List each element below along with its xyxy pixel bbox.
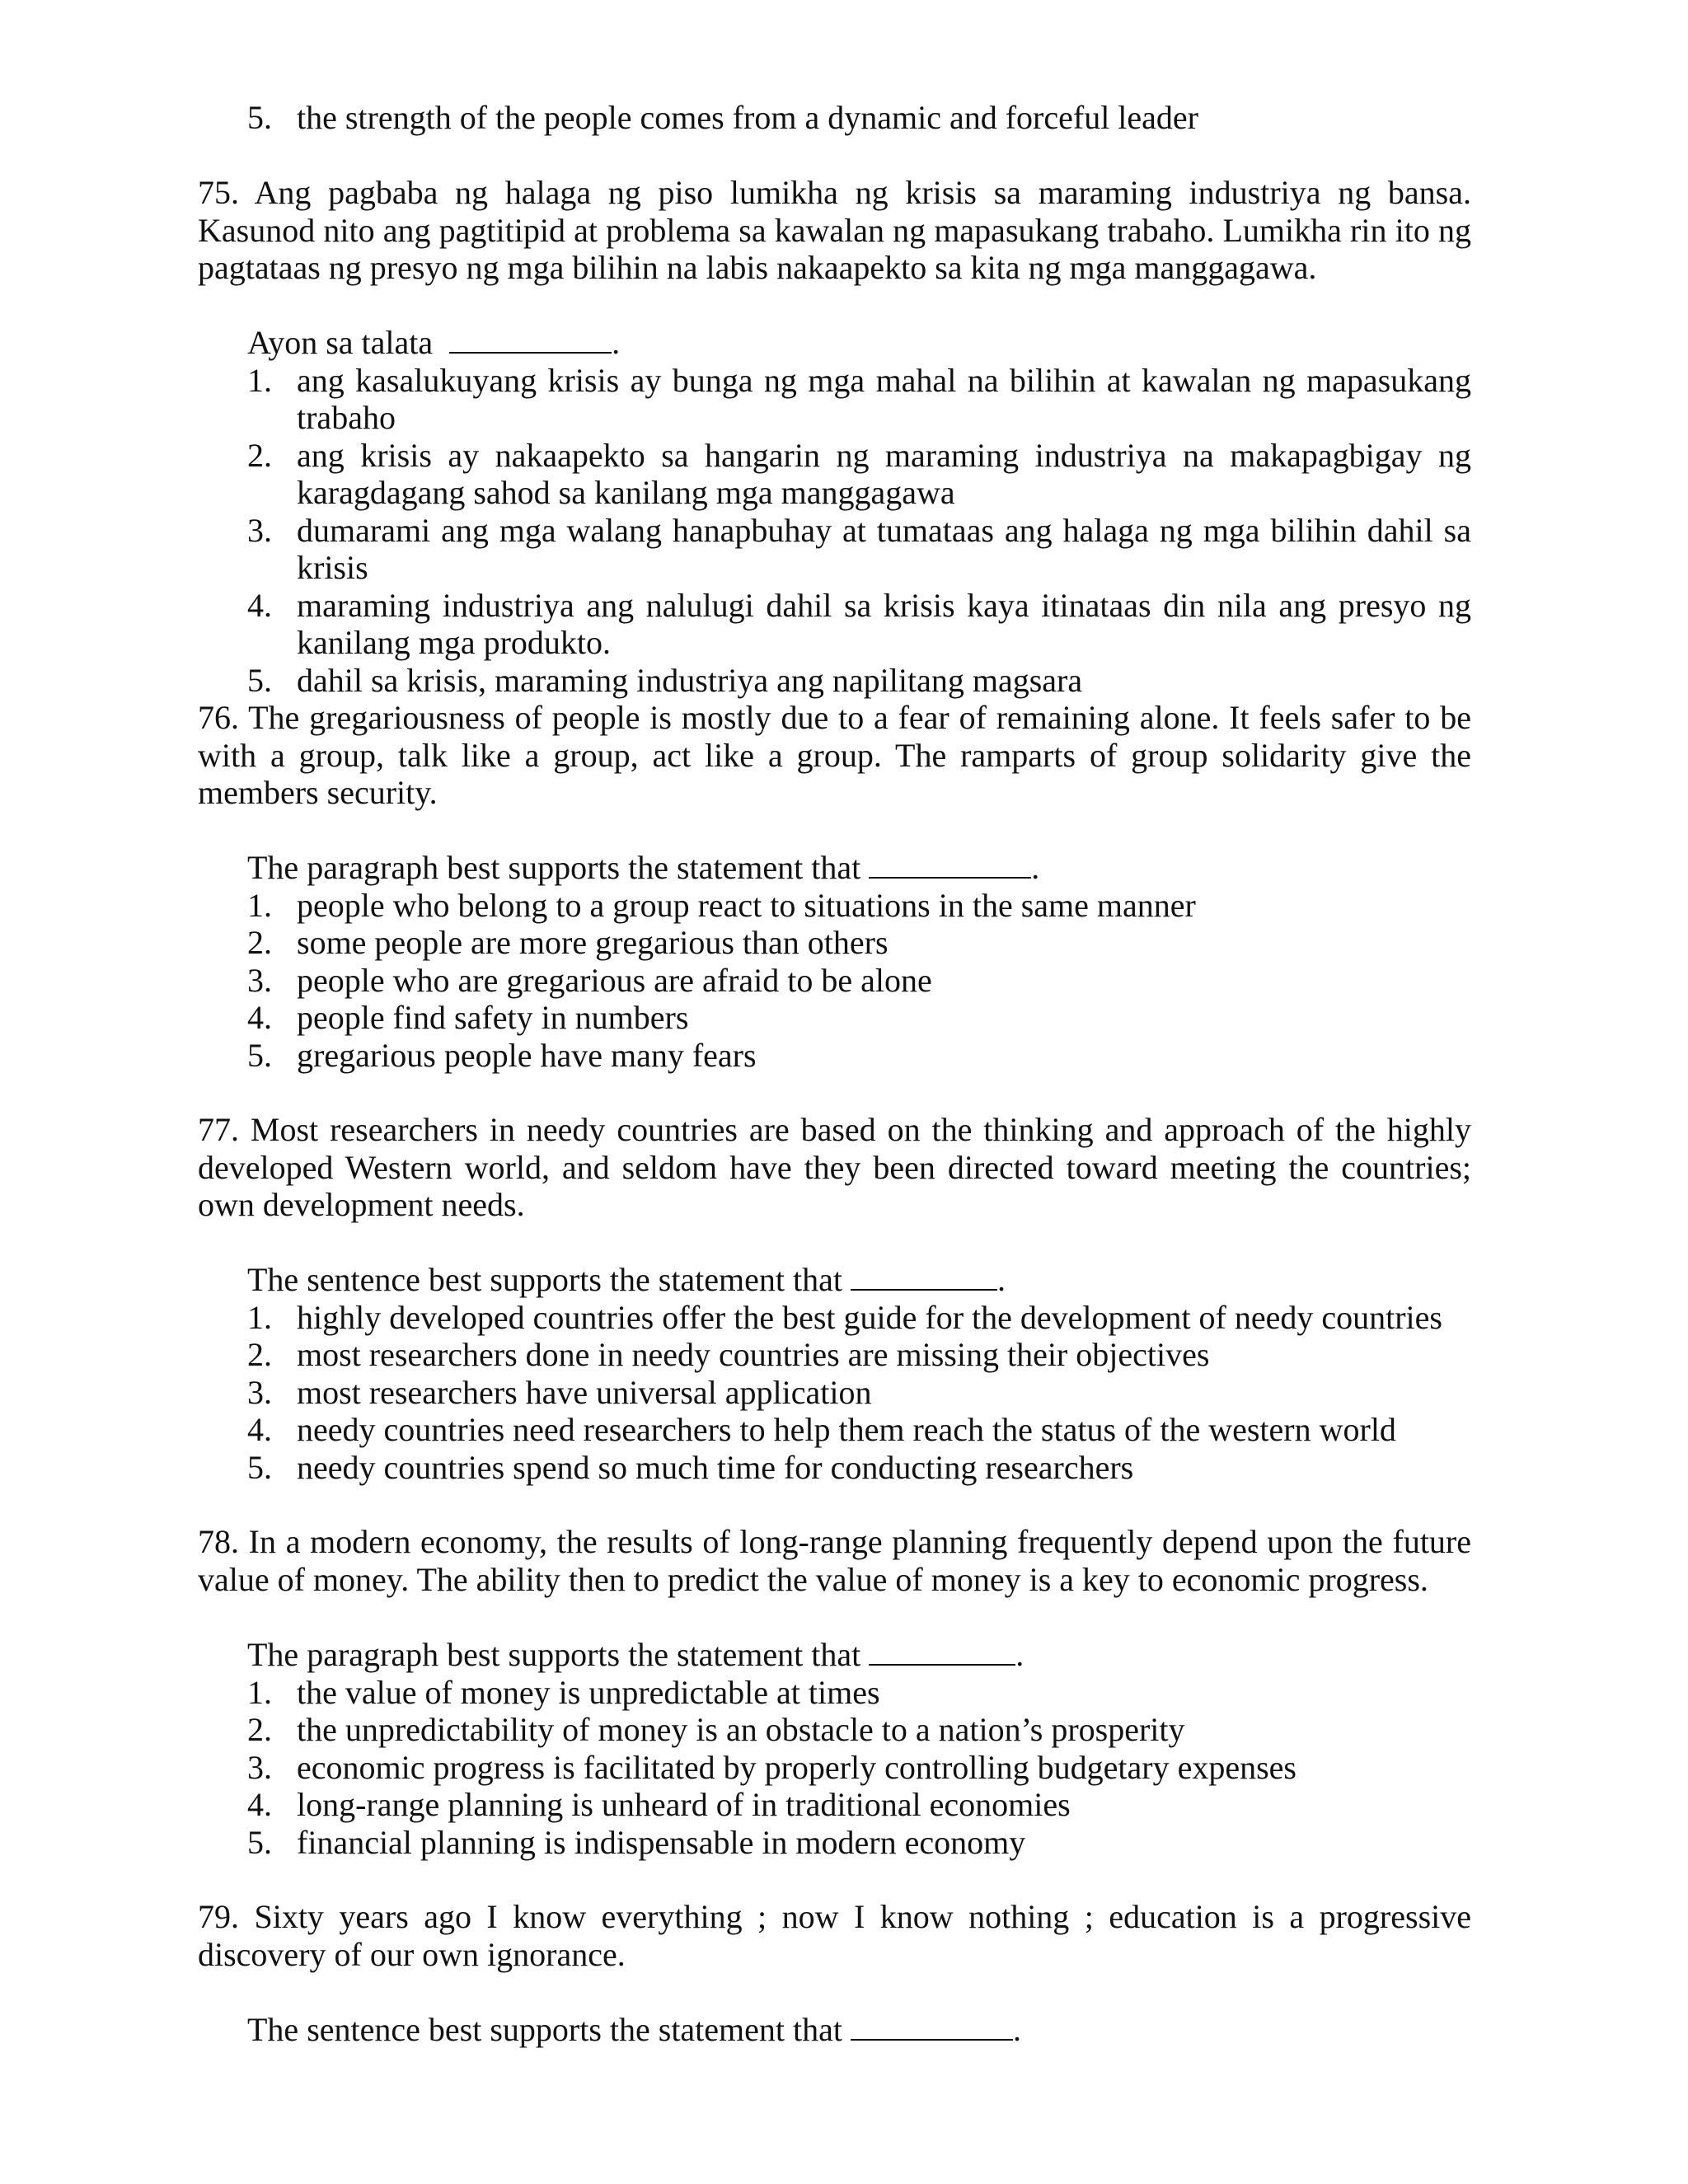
prompt-text: The paragraph best supports the statement that	[247, 1636, 861, 1673]
prompt-text: Ayon sa talata	[247, 324, 434, 361]
option-text: ang krisis ay nakaapekto sa hangarin ng maraming industriya na makapagbigay ng karagdagang sahod sa kanilang mga manggagawa	[297, 436, 1471, 511]
question-77-answers	[198, 1261, 1471, 1486]
option-text: people find safety in numbers	[297, 999, 689, 1036]
option-item	[198, 1674, 1471, 1712]
option-text: most researchers have universal application	[297, 1373, 872, 1411]
option-text: dumarami ang mga walang hanapbuhay at tumataas ang halaga ng mga bilihin dahil sa krisis	[297, 511, 1471, 586]
question-75-answers	[198, 324, 1471, 699]
question-prompt: The paragraph best supports the statement that .	[247, 849, 1040, 886]
answer-blank	[449, 324, 612, 354]
option-number: 4.	[247, 1411, 272, 1448]
option-number: 4.	[247, 586, 272, 624]
option-item	[198, 962, 1471, 1000]
answer-blank	[869, 1636, 1015, 1666]
option-item	[198, 437, 1471, 512]
option-number: 1.	[247, 361, 272, 399]
option-number: 2.	[247, 1336, 272, 1373]
question-stem: 75. Ang pagbaba ng halaga ng piso lumikha ng krisis sa maraming industriya ng bansa. Kasunod nito ang pagtitipid at problema sa kawalan ng mapasukang trabaho. Lumikha rin ito ng pagtataas ng presyo ng mga bilihin na labis nakaapekto sa kita ng mga manggagawa.	[198, 174, 1471, 286]
option-text: people who belong to a group react to situations in the same manner	[297, 886, 1196, 924]
option-text: economic progress is facilitated by properly controlling budgetary expenses	[297, 1748, 1296, 1786]
answer-blank	[851, 2011, 1013, 2041]
option-text: gregarious people have many fears	[297, 1036, 757, 1074]
option-item	[198, 1411, 1471, 1449]
option-item	[198, 999, 1471, 1037]
question-78	[198, 1523, 1471, 1598]
option-number: 3.	[247, 1748, 272, 1786]
option-item	[198, 99, 1471, 137]
question-79-answers	[198, 2011, 1471, 2049]
question-prompt: Ayon sa talata .	[247, 324, 621, 361]
option-item	[198, 1711, 1471, 1749]
option-item	[198, 1786, 1471, 1824]
option-list	[198, 1674, 1471, 1862]
option-item	[198, 587, 1471, 662]
option-item	[198, 1299, 1471, 1337]
option-number: 3.	[247, 511, 272, 549]
option-item	[198, 512, 1471, 587]
option-list	[198, 99, 1471, 137]
option-item	[198, 1749, 1471, 1787]
option-number: 5.	[247, 1448, 272, 1486]
answer-blank	[869, 849, 1031, 879]
option-number: 4.	[247, 999, 272, 1036]
question-prompt: The sentence best supports the statement that .	[247, 1261, 1006, 1298]
option-number: 2.	[247, 436, 272, 474]
prompt-text: The sentence best supports the statement that	[247, 1261, 843, 1298]
option-item	[198, 1374, 1471, 1412]
option-text: some people are more gregarious than others	[297, 924, 889, 961]
option-list	[198, 362, 1471, 700]
option-number: 2.	[247, 924, 272, 961]
option-list	[198, 887, 1471, 1075]
prompt-text: The paragraph best supports the statement that	[247, 849, 861, 886]
question-stem: 79. Sixty years ago I know everything ; now I know nothing ; education is a progressive discovery of our own ignorance.	[198, 1898, 1471, 1973]
option-text: needy countries spend so much time for conducting researchers	[297, 1448, 1134, 1486]
option-text: the strength of the people comes from a dynamic and forceful leader	[297, 99, 1199, 136]
option-number: 5.	[247, 1036, 272, 1074]
question-stem: 78. In a modern economy, the results of long-range planning frequently depend upon the future value of money. The ability then to predict the value of money is a key to economic progress.	[198, 1523, 1471, 1598]
option-item	[198, 887, 1471, 925]
option-number: 1.	[247, 1298, 272, 1336]
option-text: highly developed countries offer the best guide for the development of needy countries	[297, 1298, 1442, 1336]
question-75	[198, 174, 1471, 287]
question-stem: 77. Most researchers in needy countries are based on the thinking and approach of the highly developed Western world, and seldom have they been directed toward meeting the countries; own development needs.	[198, 1111, 1471, 1223]
option-number: 3.	[247, 961, 272, 999]
question-prompt: The sentence best supports the statement that .	[247, 2011, 1022, 2048]
option-number: 1.	[247, 886, 272, 924]
option-number: 5.	[247, 99, 272, 136]
question-76-answers	[198, 849, 1471, 1074]
question-77	[198, 1111, 1471, 1224]
option-number: 1.	[247, 1673, 272, 1711]
option-number: 2.	[247, 1711, 272, 1748]
question-79	[198, 1898, 1471, 1973]
option-text: the value of money is unpredictable at times	[297, 1673, 880, 1711]
option-number: 3.	[247, 1373, 272, 1411]
option-number: 4.	[247, 1786, 272, 1823]
option-text: people who are gregarious are afraid to be alone	[297, 961, 932, 999]
question-prompt: The paragraph best supports the statement that .	[247, 1636, 1025, 1673]
prompt-text: The sentence best supports the statement that	[247, 2011, 843, 2048]
previous-question-option	[198, 99, 1471, 137]
option-item	[198, 1449, 1471, 1487]
option-text: the unpredictability of money is an obstacle to a nation’s prosperity	[297, 1711, 1185, 1748]
option-item	[198, 924, 1471, 962]
option-item	[198, 662, 1471, 700]
option-text: most researchers done in needy countries are missing their objectives	[297, 1336, 1210, 1373]
option-text: needy countries need researchers to help them reach the status of the western world	[297, 1411, 1396, 1448]
option-number: 5.	[247, 661, 272, 699]
question-78-answers	[198, 1636, 1471, 1861]
option-item	[198, 1336, 1471, 1374]
option-item	[198, 1824, 1471, 1862]
option-text: long-range planning is unheard of in traditional economies	[297, 1786, 1071, 1823]
option-text: maraming industriya ang nalulugi dahil sa krisis kaya itinataas din nila ang presyo ng kanilang mga produkto.	[297, 586, 1471, 661]
option-number: 5.	[247, 1823, 272, 1861]
option-list	[198, 1299, 1471, 1487]
question-stem: 76. The gregariousness of people is mostly due to a fear of remaining alone. It feels safer to be with a group, talk like a group, act like a group. The ramparts of group solidarity give the members security.	[198, 699, 1471, 811]
option-text: financial planning is indispensable in modern economy	[297, 1823, 1026, 1861]
option-item	[198, 1037, 1471, 1075]
option-item	[198, 362, 1471, 437]
question-76	[198, 699, 1471, 812]
option-text: dahil sa krisis, maraming industriya ang napilitang magsara	[297, 661, 1083, 699]
option-text: ang kasalukuyang krisis ay bunga ng mga mahal na bilihin at kawalan ng mapasukang trabaho	[297, 361, 1471, 436]
answer-blank	[851, 1261, 997, 1291]
